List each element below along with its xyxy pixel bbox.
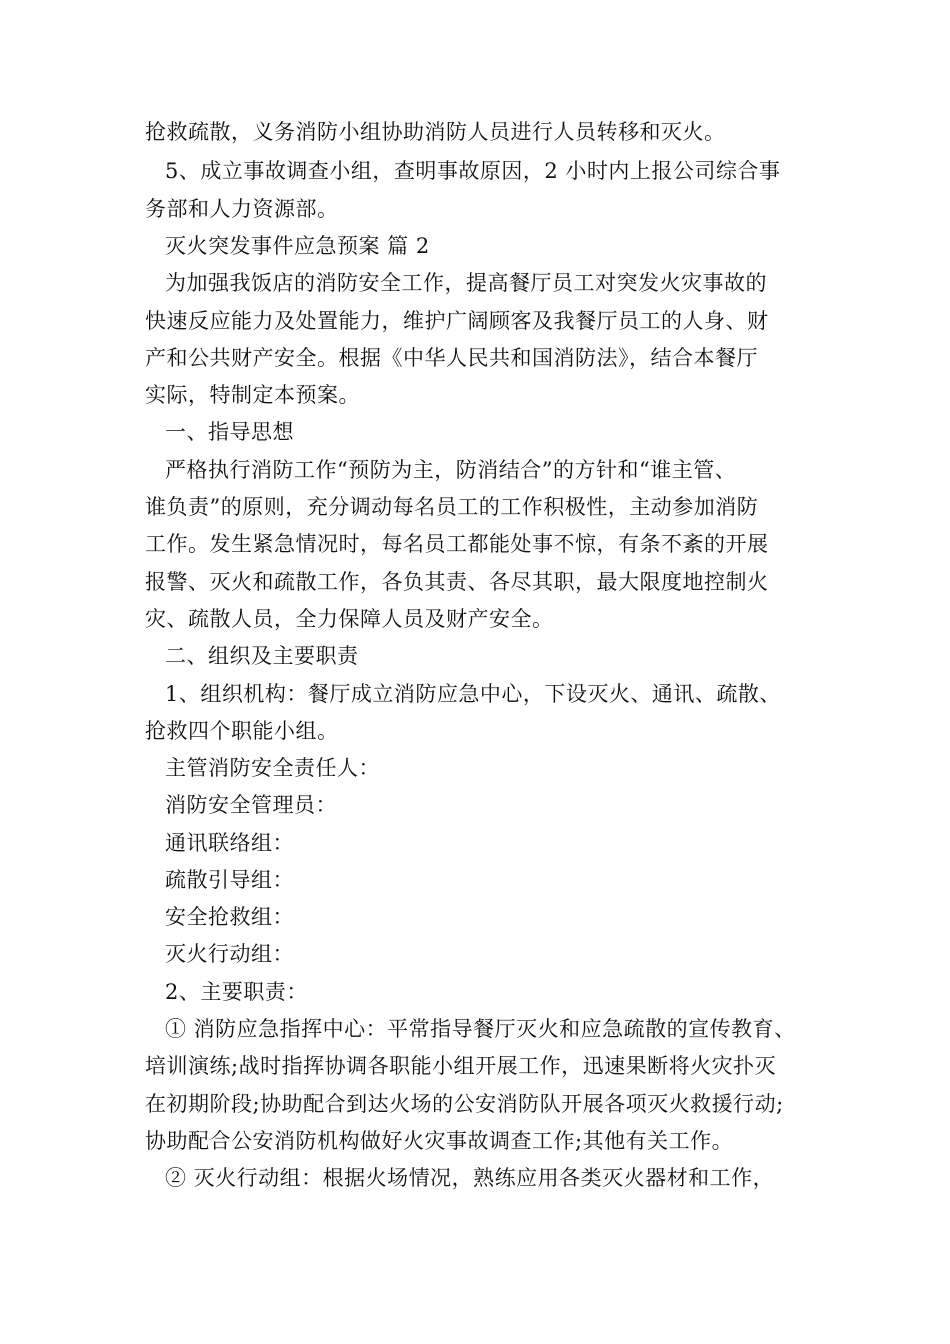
list-item: 通讯联络组： xyxy=(165,831,294,855)
list-item: 主管消防安全责任人： xyxy=(165,756,380,780)
body-text-line: 工作。发生紧急情况时，每名员工都能处事不惊，有条不紊的开展 xyxy=(145,532,769,556)
body-text-line: 抢救四个职能小组。 xyxy=(145,719,339,743)
body-text-line: 产和公共财产安全。根据《中华人民共和国消防法》，结合本餐厅 xyxy=(145,346,758,370)
section-heading: 灭火突发事件应急预案 篇 2 xyxy=(165,234,430,258)
body-text-line: 务部和人力资源部。 xyxy=(145,197,339,221)
body-text-line: 谁负责”的原则，充分调动每名员工的工作积极性，主动参加消防 xyxy=(145,495,759,519)
body-text-line: 协助配合公安消防机构做好火灾事故调查工作;其他有关工作。 xyxy=(145,1129,734,1153)
body-text-line: 5、成立事故调查小组，查明事故原因，2 小时内上报公司综合事 xyxy=(165,159,781,183)
body-text-line: 严格执行消防工作“预防为主，防消结合”的方针和“谁主管、 xyxy=(165,458,737,482)
body-text-line: 报警、灭火和疏散工作，各负其责、各尽其职，最大限度地控制火 xyxy=(145,570,769,594)
body-text-line: 灾、疏散人员，全力保障人员及财产安全。 xyxy=(145,607,554,631)
section-heading: 一、指导思想 xyxy=(165,420,294,444)
body-text-line: 在初期阶段;协助配合到达火场的公安消防队开展各项灭火救援行动; xyxy=(145,1092,784,1116)
section-heading: 二、组织及主要职责 xyxy=(165,644,359,668)
body-text-line: 1、组织机构：餐厅成立消防应急中心，下设灭火、通讯、疏散、 xyxy=(165,682,781,706)
list-item: 疏散引导组： xyxy=(165,868,294,892)
body-text-line: 抢救疏散，义务消防小组协助消防人员进行人员转移和灭火。 xyxy=(145,120,726,144)
body-text-line: ② 灭火行动组：根据火场情况，熟练应用各类灭火器材和工作， xyxy=(165,1166,775,1190)
list-item: 安全抢救组： xyxy=(165,905,294,929)
body-text-line: 2、主要职责： xyxy=(165,980,308,1004)
body-text-line: ① 消防应急指挥中心：平常指导餐厅灭火和应急疏散的宣传教育、 xyxy=(165,1017,796,1041)
body-text-line: 为加强我饭店的消防安全工作，提高餐厅员工对突发火灾事故的 xyxy=(165,271,767,295)
body-text-line: 快速反应能力及处置能力，维护广阔顾客及我餐厅员工的人身、财 xyxy=(145,309,769,333)
list-item: 消防安全管理员： xyxy=(165,793,337,817)
list-item: 灭火行动组： xyxy=(165,942,294,966)
body-text-line: 培训演练;战时指挥协调各职能小组开展工作，迅速果断将火灾扑灭 xyxy=(145,1054,777,1078)
body-text-line: 实际，特制定本预案。 xyxy=(145,383,360,407)
